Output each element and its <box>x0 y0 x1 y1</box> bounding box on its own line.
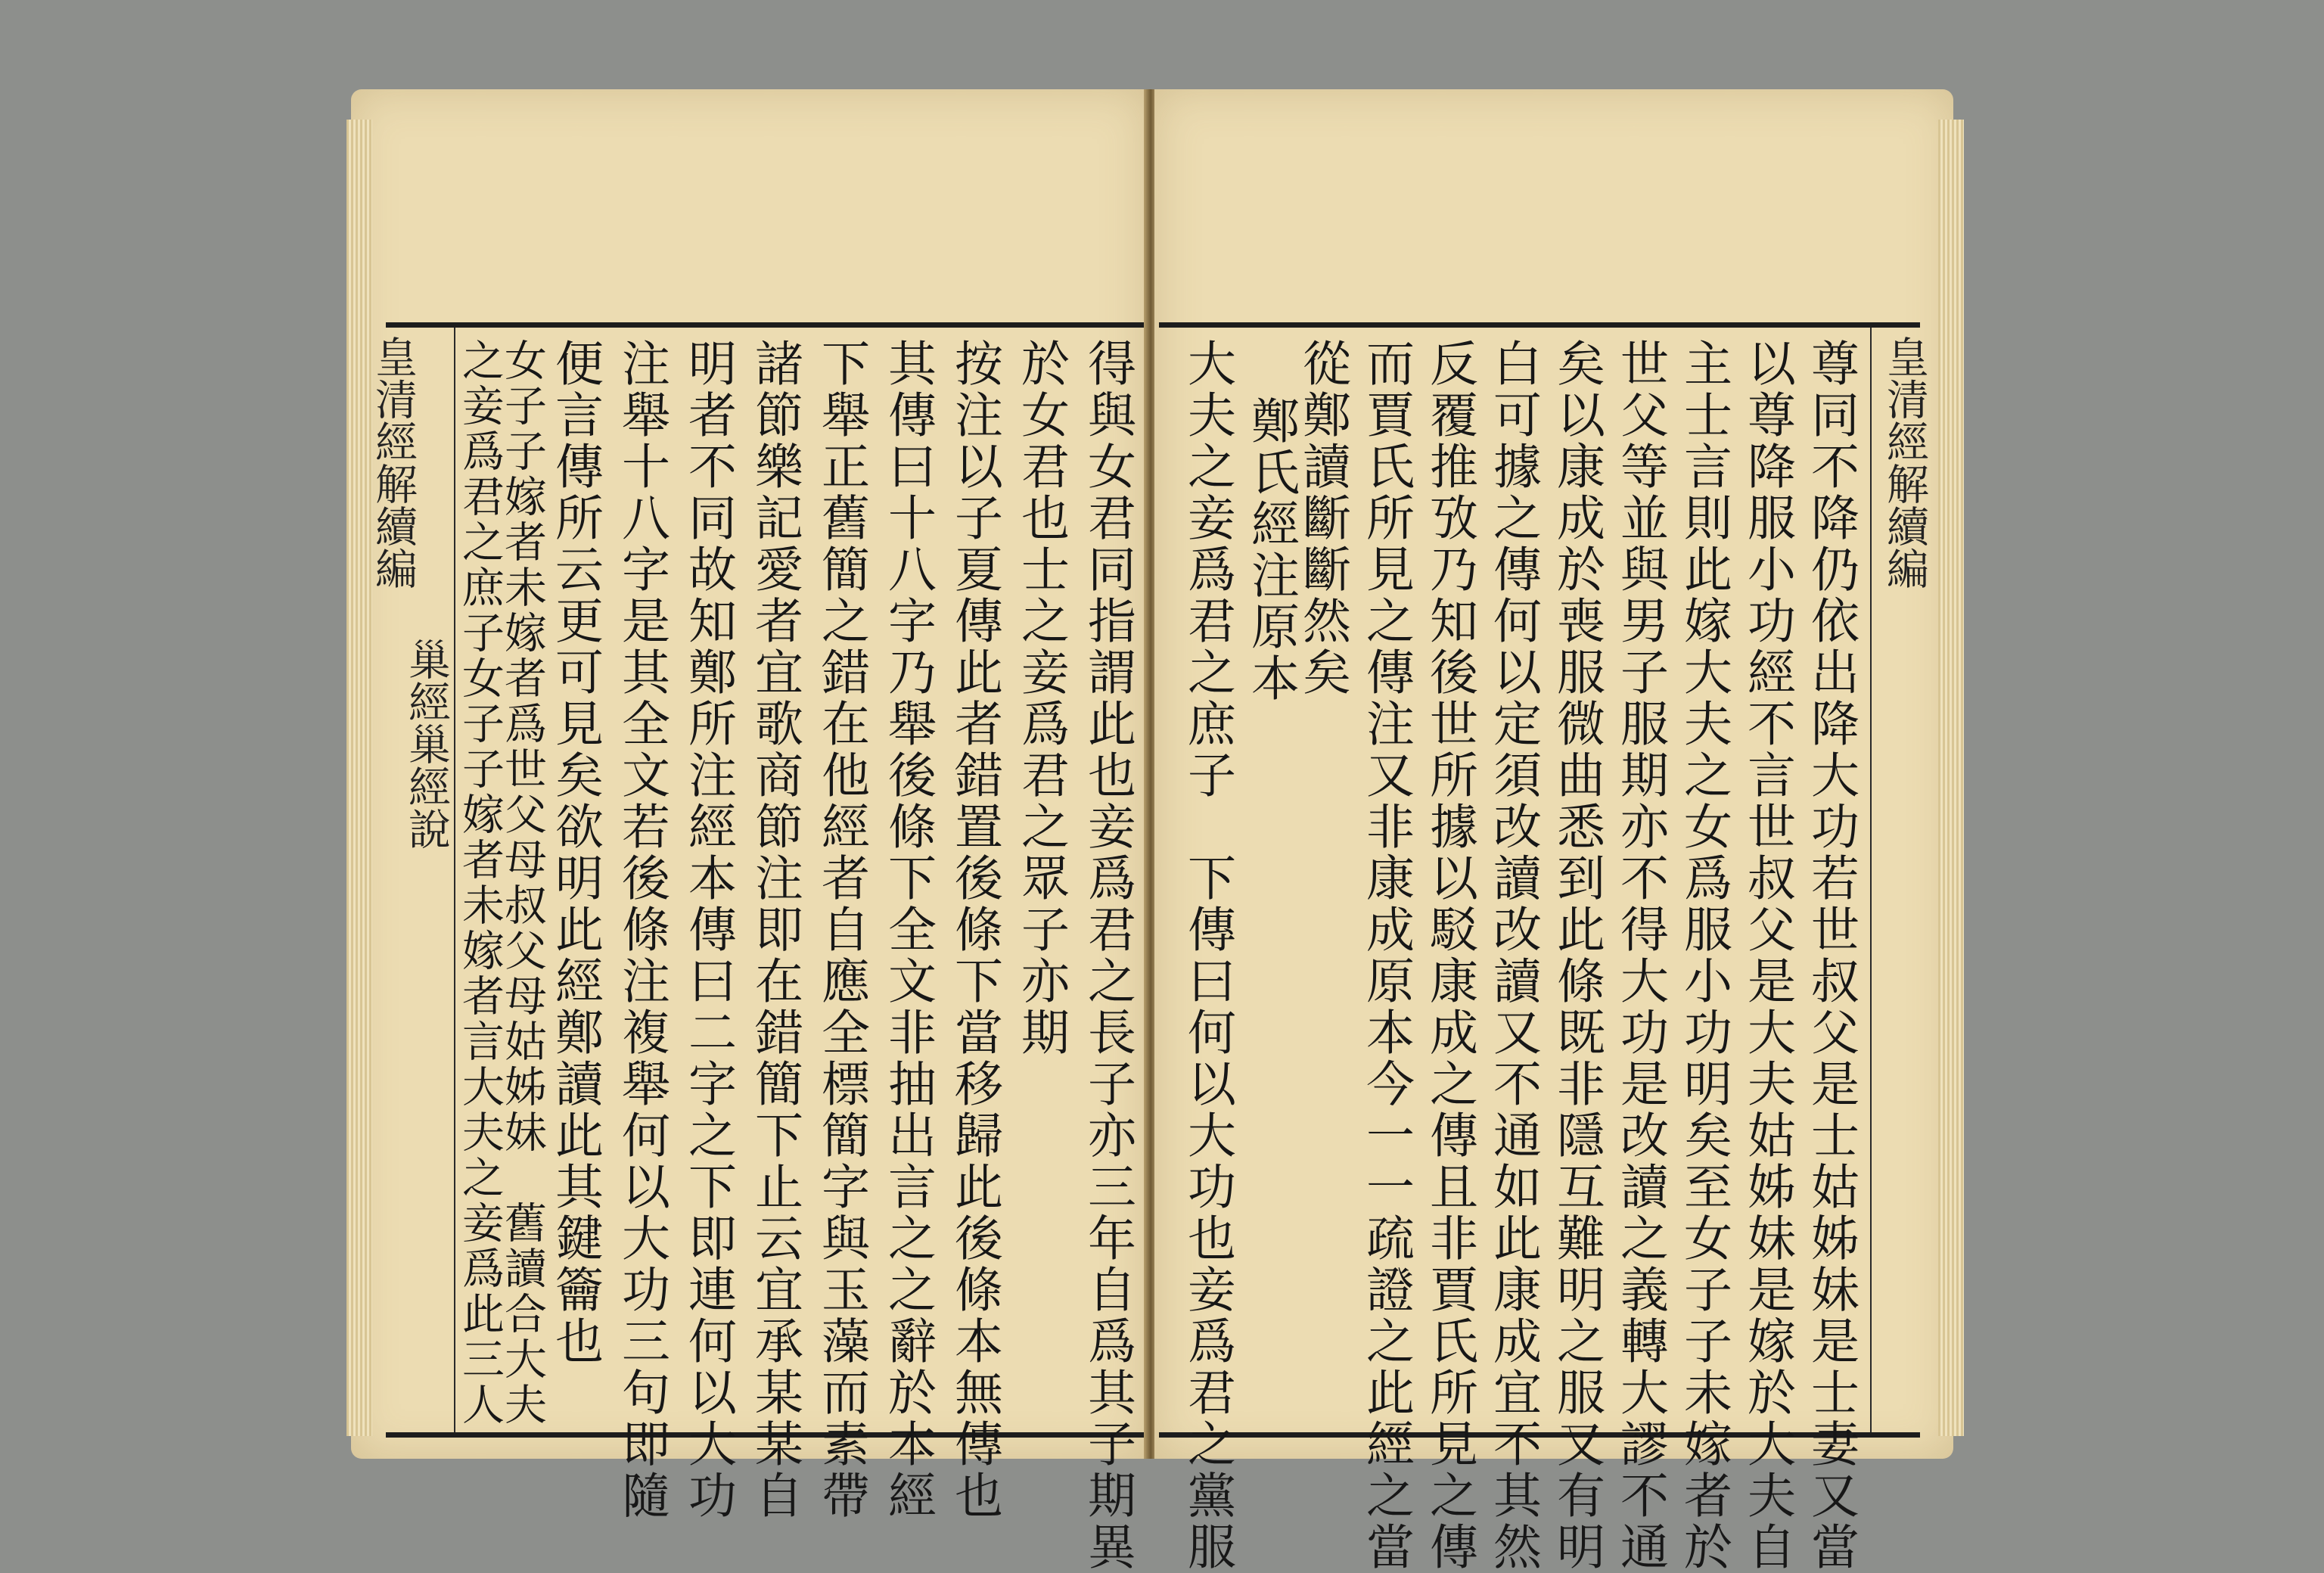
right-col-8: 而賈氏所見之傳注又非康成原本今一一疏證之此經之當 <box>1358 338 1414 1573</box>
left-col-5: 下舉正舊簡之錯在他經者自應全標簡字與玉藻而素帶 <box>813 338 869 1522</box>
left-col-9: 便言傳所云更可見矣欲明此經鄭讀此其鍵籥也 <box>547 338 603 1367</box>
left-page <box>351 89 1147 1573</box>
left-col-11: 之妾爲君之庶子女子子嫁者未嫁者言大夫之妾爲此三人 <box>455 338 505 1428</box>
right-col-9: 從鄭讀斷斷然矣 <box>1294 338 1350 698</box>
left-col-1: 得與女君同指謂此也妾爲君之長子亦三年自爲其子期異 <box>1080 338 1136 1573</box>
left-col-6: 諸節樂記愛者宜歌商節注即在錯簡下止云宜承某某自 <box>747 338 803 1522</box>
left-col-2: 於女君也士之妾爲君之眾子亦期 <box>1013 338 1069 1059</box>
right-col-11: 大夫之妾爲君之庶子 下傳曰何以大功也妾爲君之黨服 <box>1179 338 1235 1573</box>
left-col-10: 女子子嫁者未嫁者爲世父母叔父母姑姊妹 舊讀合大夫 <box>498 338 547 1428</box>
right-col-2: 以尊降服小功經不言世叔父是大夫姑姊妹是嫁於大夫自 <box>1739 338 1795 1573</box>
left-col-4: 其傳曰十八字乃舉後條下全文非抽出言之之辭於本經 <box>880 338 936 1522</box>
left-col-3: 按注以子夏傳此者錯置後條下當移歸此後條本無傳也 <box>946 338 1002 1522</box>
left-col-8: 注舉十八字是其全文若後條注複舉何以大功三句即隨 <box>614 338 670 1522</box>
right-text-frame <box>1159 322 1929 1573</box>
right-col-7: 反覆推攷乃知後世所據以駁康成之傳且非賈氏所見之傳 <box>1421 338 1477 1573</box>
right-col-6: 白可據之傳何以定須改讀改讀又不通如此康成宜不其然 <box>1485 338 1541 1573</box>
open-book <box>351 89 1953 1573</box>
right-col-5: 矣以康成於喪服微曲悉到此條既非隱互難明之服又有明 <box>1549 338 1605 1573</box>
left-margin-title: 皇清經解續編 <box>368 335 418 589</box>
right-col-10: 鄭氏經注原本 <box>1243 396 1299 704</box>
right-page <box>1154 89 1953 1573</box>
right-margin-title: 皇清經解續編 <box>1880 335 1929 589</box>
right-col-1: 尊同不降仍依出降大功若世叔父是士姑姊妹是士妻又當 <box>1803 338 1859 1573</box>
right-col-3: 主士言則此嫁大夫之女爲服小功明矣至女子子未嫁者於 <box>1676 338 1732 1573</box>
right-col-4: 世父等並與男子服期亦不得大功是改讀之義轉大謬不通 <box>1612 338 1668 1573</box>
left-text-frame <box>368 322 1150 1573</box>
left-page-edges <box>346 120 372 1436</box>
right-page-edges <box>1938 120 1964 1436</box>
left-section-title: 巢經巢經說 <box>402 638 451 850</box>
left-col-7: 明者不同故知鄭所注經本傳曰二字之下即連何以大功 <box>680 338 736 1522</box>
column-rule <box>1870 328 1872 1432</box>
